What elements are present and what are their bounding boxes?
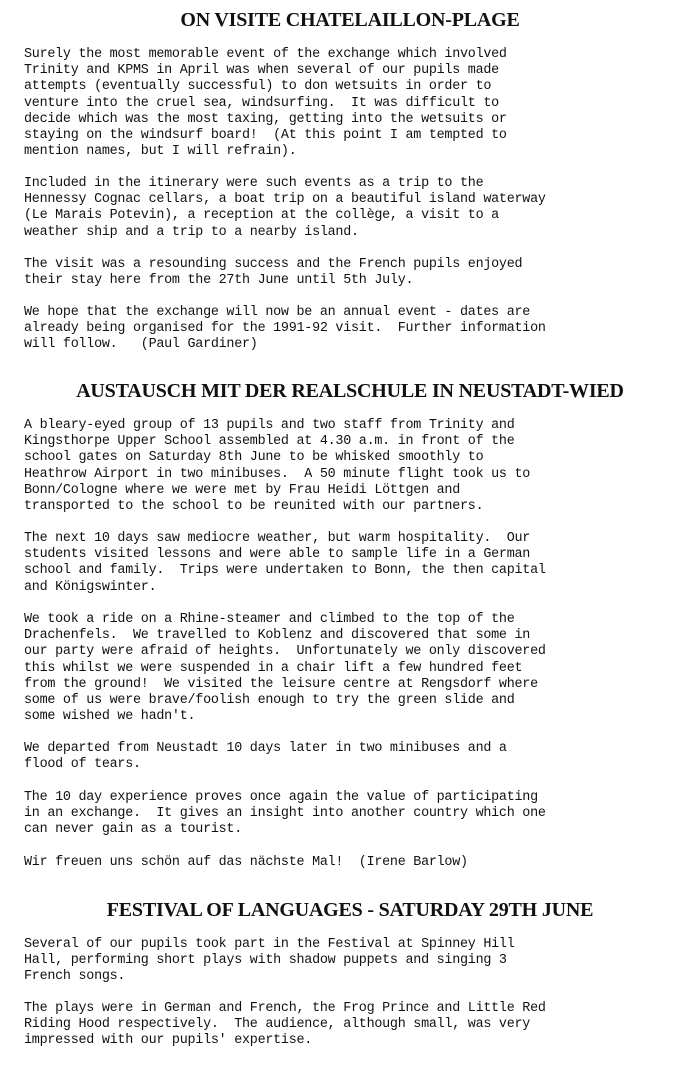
paragraph-festival-pupils: Several of our pupils took part in the Festival at Spinney Hill Hall, performing short plays with shadow puppets and singing 3 French songs.: [24, 937, 515, 985]
paragraph-windsurfing: Surely the most memorable event of the exchange which involved Trinity and KPMS in April was when several of our pupils made attempts (eventually successful) to don wetsuits in order to venture into the cruel sea, windsurfing. It was difficult to decide which was the most taxing, getting into the wetsuits or staying on the windsurf board! (At this point I am tempted to mention names, but I will refrain).: [24, 47, 507, 160]
paragraph-wir-freuen: Wir freuen uns schön auf das nächste Mal! (Irene Barlow): [24, 855, 468, 870]
paragraph-bleary-eyed: A bleary-eyed group of 13 pupils and two staff from Trinity and Kingsthorpe Upper School assembled at 4.30 a.m. in front of the school gates on Saturday 8th June to be whisked smoothly to Heathrow Airport in two minibuses. A 50 minute flight took us to Bonn/Cologne where we were met by Frau Heidi Löttgen and transported to the school to be reunited with our partners.: [24, 418, 531, 515]
paragraph-10-day-experience: The 10 day experience proves once again the value of participating in an exchange. It gives an insight into another country which one can never gain as a tourist.: [24, 790, 546, 838]
section-heading-austausch: AUSTAUSCH MIT DER REALSCHULE IN NEUSTADT-WIED: [76, 380, 624, 402]
paragraph-annual-event: We hope that the exchange will now be an annual event - dates are already being organised for the 1991-92 visit. Further information will follow. (Paul Gardiner): [24, 305, 546, 353]
paragraph-plays: The plays were in German and French, the Frog Prince and Little Red Riding Hood respectively. The audience, although small, was very impressed with our pupils' expertise.: [24, 1001, 546, 1049]
section-heading-festival: FESTIVAL OF LANGUAGES - SATURDAY 29TH JUNE: [106, 899, 594, 921]
paragraph-rhine-steamer: We took a ride on a Rhine-steamer and climbed to the top of the Drachenfels. We travelled to Koblenz and discovered that some in our party were afraid of heights. Unfortunately we only discovered this whilst we were suspended in a chair lift a few hundred feet from the ground! We visited the leisure centre at Rengsdorf where some of us were brave/foolish enough to try the green slide and some wished we hadn't.: [24, 612, 546, 725]
section-heading-chatelaillon: ON VISITE CHATELAILLON-PLAGE: [180, 9, 520, 31]
paragraph-itinerary: Included in the itinerary were such events as a trip to the Hennessy Cognac cellars, a boat trip on a beautiful island waterway (Le Marais Potevin), a reception at the collège, a visit to a weather ship and a trip to a nearby island.: [24, 176, 546, 240]
paragraph-departed: We departed from Neustadt 10 days later in two minibuses and a flood of tears.: [24, 741, 507, 773]
paragraph-next-10-days: The next 10 days saw mediocre weather, but warm hospitality. Our students visited lessons and were able to sample life in a German school and family. Trips were undertaken to Bonn, the then capital and Königswinter.: [24, 531, 546, 595]
paragraph-visit-success: The visit was a resounding success and the French pupils enjoyed their stay here from the 27th June until 5th July.: [24, 257, 523, 289]
